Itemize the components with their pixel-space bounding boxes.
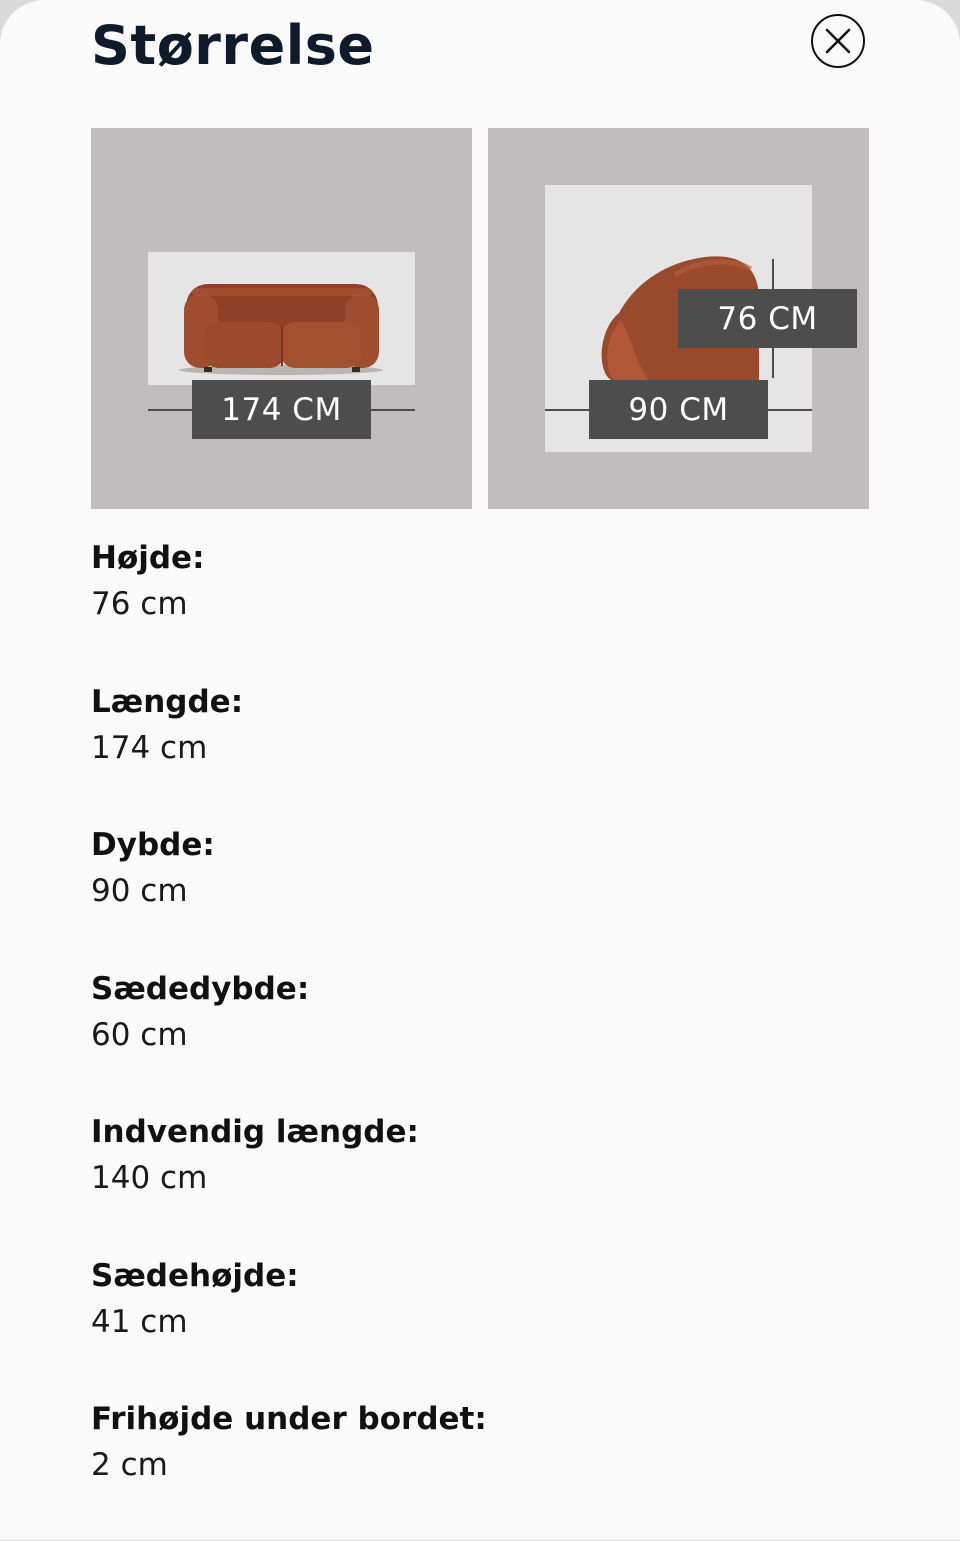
close-button[interactable] [811, 14, 865, 68]
spec-value: 41 cm [91, 1303, 188, 1340]
spec-value: 140 cm [91, 1160, 208, 1196]
spec-label: Frihøjde under bordet: [91, 1401, 487, 1437]
side-depth-label: 90 CM [589, 380, 768, 439]
spec-depth [91, 823, 871, 967]
side-height-label: 76 CM [678, 289, 857, 348]
front-dimension-image [91, 128, 472, 509]
spec-value: 90 cm [91, 873, 188, 909]
sofa-front-illustration [148, 252, 415, 385]
spec-length [91, 680, 871, 824]
spec-height [91, 536, 871, 680]
spec-label: Sædedybde: [91, 970, 310, 1007]
spec-label: Sædehøjde: [91, 1257, 299, 1294]
spec-label: Dybde: [91, 827, 215, 863]
spec-label: Højde: [91, 540, 205, 576]
spec-seat-height [91, 1254, 871, 1398]
front-photo-background [148, 252, 415, 385]
spec-value: 76 cm [91, 586, 188, 622]
spec-label: Længde: [91, 683, 244, 720]
spec-value: 60 cm [91, 1016, 188, 1053]
spec-label: Indvendig længde: [91, 1114, 419, 1150]
spec-seat-depth [91, 967, 871, 1111]
dimension-specs-list [91, 536, 871, 1541]
spec-value: 174 cm [91, 729, 208, 766]
front-width-label: 174 CM [192, 380, 371, 439]
side-dimension-image [488, 128, 869, 509]
spec-ground-clearance [91, 1397, 871, 1541]
spec-inner-length [91, 1110, 871, 1254]
close-icon [825, 28, 851, 54]
spec-value: 2 cm [91, 1447, 168, 1483]
page-title: Størrelse [91, 14, 375, 77]
